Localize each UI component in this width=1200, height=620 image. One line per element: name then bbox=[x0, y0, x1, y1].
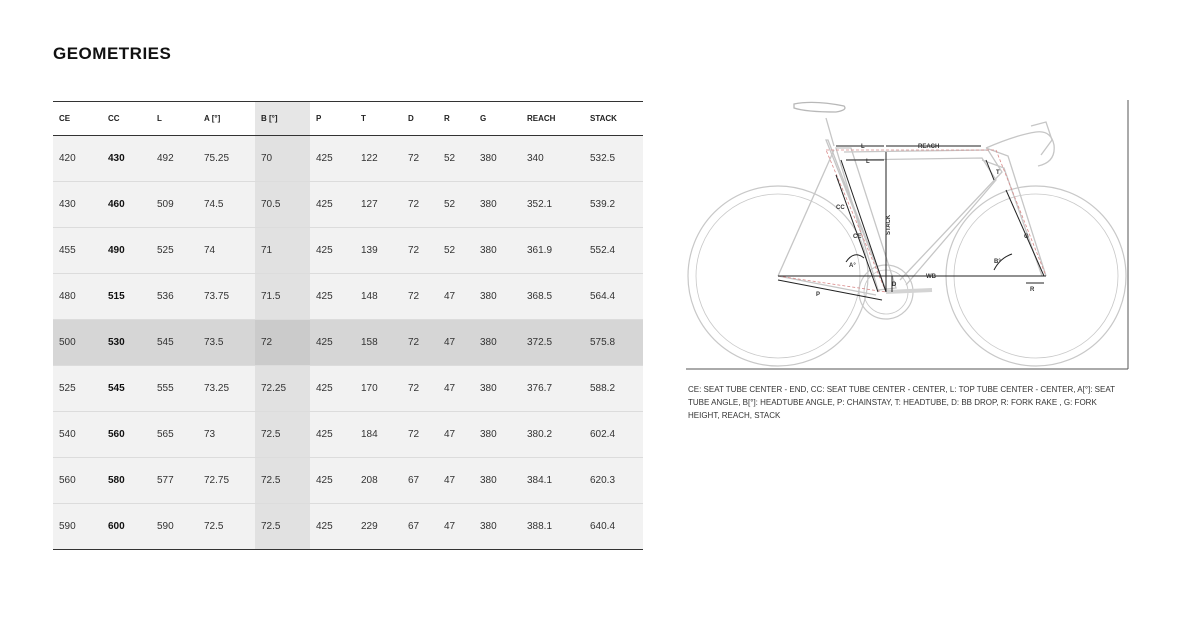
table-row bbox=[53, 366, 643, 412]
column-header: P bbox=[310, 102, 355, 136]
table-cell: 72 bbox=[402, 182, 438, 228]
table-row bbox=[53, 228, 643, 274]
table-cell: 70.5 bbox=[255, 182, 310, 228]
table-cell: 148 bbox=[355, 274, 402, 320]
table-cell: 388.1 bbox=[521, 504, 584, 550]
table-cell: 590 bbox=[151, 504, 198, 550]
table-cell: 425 bbox=[310, 182, 355, 228]
table-cell: 425 bbox=[310, 136, 355, 182]
table-cell: 602.4 bbox=[584, 412, 643, 458]
table-cell: 380.2 bbox=[521, 412, 584, 458]
label-p: P bbox=[816, 292, 821, 298]
column-header: D bbox=[402, 102, 438, 136]
table-cell: 72.5 bbox=[255, 504, 310, 550]
label-reach: REACH bbox=[918, 144, 940, 150]
table-cell: 430 bbox=[53, 182, 102, 228]
column-header: CC bbox=[102, 102, 151, 136]
label-d: D bbox=[892, 282, 897, 288]
table-cell: 640.4 bbox=[584, 504, 643, 550]
table-cell: 361.9 bbox=[521, 228, 584, 274]
table-cell: 590 bbox=[53, 504, 102, 550]
table-cell: 127 bbox=[355, 182, 402, 228]
table-cell: 52 bbox=[438, 136, 474, 182]
table-cell: 47 bbox=[438, 412, 474, 458]
table-cell: 70 bbox=[255, 136, 310, 182]
table-cell: 577 bbox=[151, 458, 198, 504]
geometry-table bbox=[53, 101, 643, 550]
table-cell: 72 bbox=[402, 136, 438, 182]
table-cell: 425 bbox=[310, 458, 355, 504]
table-cell: 72.5 bbox=[198, 504, 255, 550]
table-cell: 74 bbox=[198, 228, 255, 274]
column-header: CE bbox=[53, 102, 102, 136]
table-cell: 380 bbox=[474, 366, 521, 412]
table-row bbox=[53, 274, 643, 320]
table-cell: 72 bbox=[255, 320, 310, 366]
table-cell: 380 bbox=[474, 458, 521, 504]
table-cell: 492 bbox=[151, 136, 198, 182]
table-cell: 380 bbox=[474, 274, 521, 320]
chainring bbox=[859, 265, 932, 319]
table-cell: 372.5 bbox=[521, 320, 584, 366]
table-cell: 47 bbox=[438, 274, 474, 320]
column-header: R bbox=[438, 102, 474, 136]
table-cell: 530 bbox=[102, 320, 151, 366]
column-header: T bbox=[355, 102, 402, 136]
table-cell: 72.5 bbox=[255, 458, 310, 504]
table-cell: 47 bbox=[438, 458, 474, 504]
table-cell: 545 bbox=[102, 366, 151, 412]
table-cell: 170 bbox=[355, 366, 402, 412]
table-cell: 420 bbox=[53, 136, 102, 182]
column-header: L bbox=[151, 102, 198, 136]
table-cell: 588.2 bbox=[584, 366, 643, 412]
table-cell: 380 bbox=[474, 320, 521, 366]
table-cell: 52 bbox=[438, 182, 474, 228]
table-cell: 525 bbox=[53, 366, 102, 412]
label-l-top-2: L bbox=[866, 159, 870, 165]
table-cell: 73.25 bbox=[198, 366, 255, 412]
table-cell: 620.3 bbox=[584, 458, 643, 504]
table-cell: 376.7 bbox=[521, 366, 584, 412]
table-cell: 480 bbox=[53, 274, 102, 320]
table-cell: 72 bbox=[402, 228, 438, 274]
table-cell: 72 bbox=[402, 412, 438, 458]
table-cell: 380 bbox=[474, 136, 521, 182]
table-cell: 380 bbox=[474, 228, 521, 274]
bike-geometry-diagram bbox=[686, 100, 1129, 370]
table-cell: 122 bbox=[355, 136, 402, 182]
table-cell: 532.5 bbox=[584, 136, 643, 182]
table-cell: 580 bbox=[102, 458, 151, 504]
table-cell: 47 bbox=[438, 366, 474, 412]
table-cell: 72 bbox=[402, 274, 438, 320]
table-row bbox=[53, 504, 643, 550]
table-cell: 430 bbox=[102, 136, 151, 182]
table-cell: 75.25 bbox=[198, 136, 255, 182]
table-cell: 71.5 bbox=[255, 274, 310, 320]
table-cell: 425 bbox=[310, 366, 355, 412]
table-cell: 490 bbox=[102, 228, 151, 274]
table-cell: 425 bbox=[310, 274, 355, 320]
table-header-row bbox=[53, 102, 643, 136]
table-cell: 425 bbox=[310, 504, 355, 550]
bike-geometry-svg bbox=[686, 100, 1129, 370]
table-cell: 575.8 bbox=[584, 320, 643, 366]
bike-frame bbox=[778, 102, 1054, 295]
table-row bbox=[53, 136, 643, 182]
table-cell: 71 bbox=[255, 228, 310, 274]
page-title: GEOMETRIES bbox=[53, 44, 172, 63]
table-cell: 460 bbox=[102, 182, 151, 228]
table-cell: 139 bbox=[355, 228, 402, 274]
measurement-lines bbox=[778, 146, 1046, 300]
table-cell: 600 bbox=[102, 504, 151, 550]
table-cell: 380 bbox=[474, 182, 521, 228]
label-l-top: L bbox=[861, 144, 865, 150]
table-cell: 229 bbox=[355, 504, 402, 550]
table-row bbox=[53, 458, 643, 504]
table-cell: 555 bbox=[151, 366, 198, 412]
label-ce: CE bbox=[853, 234, 862, 240]
label-stack: STACK bbox=[886, 214, 892, 235]
label-r: R bbox=[1030, 287, 1035, 293]
table-cell: 500 bbox=[53, 320, 102, 366]
label-t: T bbox=[996, 170, 1000, 176]
table-cell: 67 bbox=[402, 458, 438, 504]
table-cell: 368.5 bbox=[521, 274, 584, 320]
table-cell: 73 bbox=[198, 412, 255, 458]
table-cell: 545 bbox=[151, 320, 198, 366]
table-cell: 515 bbox=[102, 274, 151, 320]
table-cell: 72.75 bbox=[198, 458, 255, 504]
label-b-angle: B° bbox=[994, 259, 1001, 265]
table-cell: 425 bbox=[310, 412, 355, 458]
label-cc: CC bbox=[836, 205, 845, 211]
table-cell: 560 bbox=[102, 412, 151, 458]
table-cell: 540 bbox=[53, 412, 102, 458]
table-cell: 47 bbox=[438, 320, 474, 366]
table-cell: 208 bbox=[355, 458, 402, 504]
table-cell: 52 bbox=[438, 228, 474, 274]
table-cell: 539.2 bbox=[584, 182, 643, 228]
table-cell: 73.5 bbox=[198, 320, 255, 366]
table-cell: 384.1 bbox=[521, 458, 584, 504]
table-cell: 72.5 bbox=[255, 412, 310, 458]
table-cell: 536 bbox=[151, 274, 198, 320]
table-cell: 73.75 bbox=[198, 274, 255, 320]
table-cell: 72 bbox=[402, 366, 438, 412]
table-cell: 565 bbox=[151, 412, 198, 458]
table-cell: 72.25 bbox=[255, 366, 310, 412]
label-a-angle: A° bbox=[849, 263, 856, 269]
column-header: REACH bbox=[521, 102, 584, 136]
table-row bbox=[53, 320, 643, 366]
table-cell: 455 bbox=[53, 228, 102, 274]
table-row bbox=[53, 182, 643, 228]
table-cell: 340 bbox=[521, 136, 584, 182]
column-header: A [°] bbox=[198, 102, 255, 136]
table-cell: 74.5 bbox=[198, 182, 255, 228]
table-cell: 525 bbox=[151, 228, 198, 274]
table-cell: 560 bbox=[53, 458, 102, 504]
label-wb: WB bbox=[926, 274, 936, 280]
table-cell: 184 bbox=[355, 412, 402, 458]
table-cell: 47 bbox=[438, 504, 474, 550]
table-cell: 72 bbox=[402, 320, 438, 366]
table-cell: 67 bbox=[402, 504, 438, 550]
table-row bbox=[53, 412, 643, 458]
table-cell: 564.4 bbox=[584, 274, 643, 320]
geometry-legend: CE: SEAT TUBE CENTER - END, CC: SEAT TUBE CENTER - CENTER, L: TOP TUBE CENTER - CENTER, A[°]: SEAT TUBE ANGLE, B[°]: HEADTUBE ANGLE, P: CHAINSTAY, T: HEADTUBE, D: BB DROP, R: FORK RAKE , G: FORK HEIGHT, REACH, STACK bbox=[688, 385, 1115, 420]
column-header: G bbox=[474, 102, 521, 136]
column-header: STACK bbox=[584, 102, 643, 136]
table-cell: 509 bbox=[151, 182, 198, 228]
table-cell: 425 bbox=[310, 320, 355, 366]
label-g: G bbox=[1024, 234, 1029, 240]
table-cell: 380 bbox=[474, 504, 521, 550]
table-cell: 380 bbox=[474, 412, 521, 458]
table-cell: 425 bbox=[310, 228, 355, 274]
table-cell: 352.1 bbox=[521, 182, 584, 228]
column-header: B [°] bbox=[255, 102, 310, 136]
table-cell: 158 bbox=[355, 320, 402, 366]
table-cell: 552.4 bbox=[584, 228, 643, 274]
